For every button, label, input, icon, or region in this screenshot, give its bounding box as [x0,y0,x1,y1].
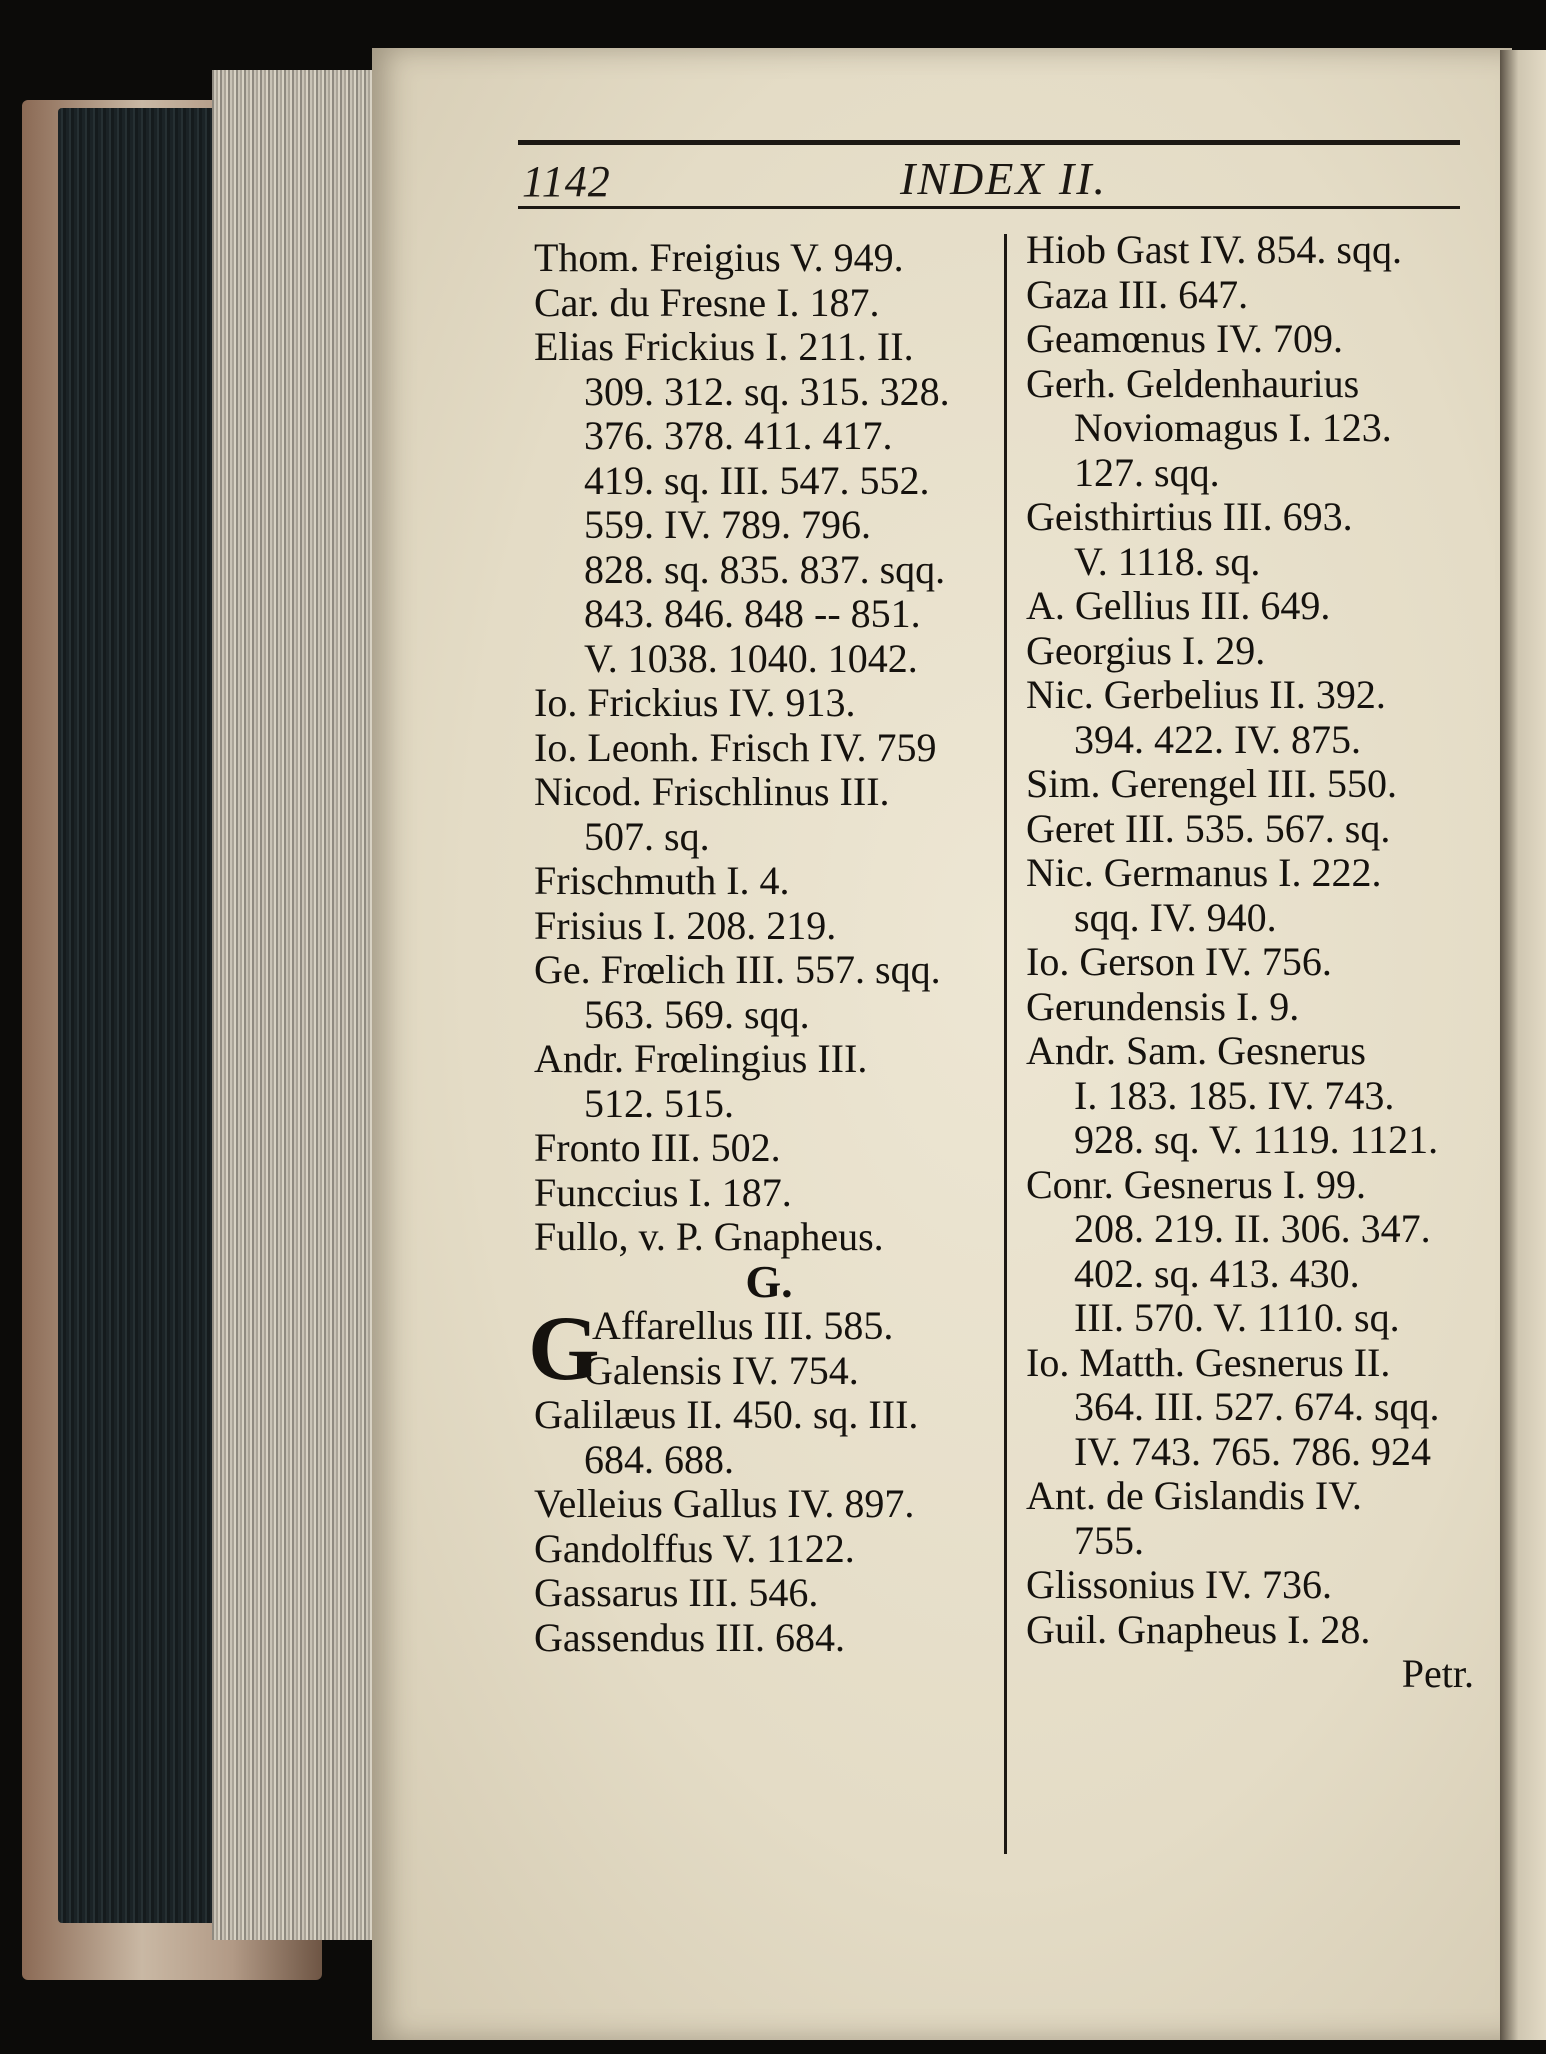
index-continuation: 928. sq. V. 1119. 1121. [1074,1117,1439,1162]
column-divider [1004,234,1007,1854]
index-entry: Elias Frickius I. 211. II. [534,324,914,369]
index-continuation: 843. 846. 848 -- 851. [584,591,921,636]
left-index-column [528,235,1004,1660]
index-entry: Ge. Frœlich III. 557. sqq. [534,947,941,992]
index-continuation: 394. 422. IV. 875. [1074,716,1362,762]
index-entry: Io. Frickius IV. 913. [534,680,856,725]
index-continuation: 402. sq. 413. 430. [1074,1250,1360,1296]
index-continuation: 684. 688. [584,1436,734,1482]
index-entry: Car. du Fresne I. 187. [534,279,880,325]
index-continuation: 364. III. 527. 674. sqq. [1074,1384,1440,1429]
index-continuation: 563. 569. sqq. [584,991,810,1037]
index-entry: Guil. Gnapheus I. 28. [1026,1606,1371,1652]
index-entry: Velleius Gallus IV. 897. [534,1481,915,1526]
index-entry: Io. Matth. Gesnerus II. [1026,1339,1391,1385]
index-entry: Georgius I. 29. [1026,627,1266,673]
index-entry: Glissonius IV. 736. [1026,1562,1332,1607]
index-entry: Geisthirtius III. 693. [1026,494,1353,539]
index-continuation: 419. sq. III. 547. 552. [584,457,930,503]
facing-page-edge [1500,50,1546,2040]
index-continuation: I. 183. 185. IV. 743. [1074,1072,1395,1118]
index-entry: Frischmuth I. 4. [534,858,790,903]
index-entry: Gerh. Geldenhaurius [1026,360,1360,406]
index-continuation: III. 570. V. 1110. sq. [1074,1295,1400,1340]
right-index-column [1026,228,1496,1697]
index-entry: Gandolffus V. 1122. [534,1525,855,1571]
index-continuation: 512. 515. [584,1080,734,1126]
index-continuation: 755. [1074,1517,1144,1563]
index-entry: Nic. Gerbelius II. 392. [1026,672,1386,717]
index-entry: Conr. Gesnerus I. 99. [1026,1161,1366,1207]
top-rule [518,140,1460,145]
header-rule [518,206,1460,209]
index-entry: Gassendus III. 684. [534,1614,846,1660]
catchword: Petr. [1401,1651,1474,1696]
index-entry: Gaza III. 647. [1026,271,1249,317]
index-entry: Galensis IV. 754. [584,1347,859,1393]
index-entry: Gassarus III. 546. [534,1570,819,1615]
index-entry: Gerundensis I. 9. [1026,983,1300,1029]
index-entry: Nicod. Frischlinus III. [534,769,890,814]
index-entry: A. Gellius III. 649. [1026,583,1331,628]
section-heading: G. [745,1255,793,1307]
index-continuation: Noviomagus I. 123. [1074,405,1392,450]
index-continuation: 127. sqq. [1074,449,1220,495]
index-entry: Fronto III. 502. [534,1125,781,1170]
index-continuation: 507. sq. [584,813,710,859]
page-number: 1142 [522,157,611,206]
page-title: INDEX II. [900,153,1108,204]
index-entry: Thom. Freigius V. 949. [534,235,904,280]
index-continuation: sqq. IV. 940. [1074,894,1277,940]
index-entry: Ant. de Gislandis IV. [1026,1473,1362,1518]
index-entry: Funccius I. 187. [534,1169,792,1215]
index-entry: Andr. Sam. Gesnerus [1026,1028,1366,1073]
index-continuation: 309. 312. sq. 315. 328. [584,368,950,414]
index-entry: Io. Leonh. Frisch IV. 759 [534,724,937,770]
index-entry: Affarellus III. 585. [592,1303,894,1348]
index-continuation: 208. 219. II. 306. 347. [1074,1206,1431,1251]
index-entry: Andr. Frœlingius III. [534,1036,868,1081]
index-entry: Sim. Gerengel III. 550. [1026,761,1398,806]
index-continuation: V. 1038. 1040. 1042. [584,635,918,681]
index-entry: Geamœnus IV. 709. [1026,316,1344,361]
dropcap-letter: G [528,1297,600,1399]
index-continuation: 559. IV. 789. 796. [584,502,872,547]
index-entry: Frisius I. 208. 219. [534,902,837,948]
index-entry: Io. Gerson IV. 756. [1026,939,1332,984]
index-continuation: 376. 378. 411. 417. [584,413,893,458]
index-entry: Galilæus II. 450. sq. III. [534,1392,919,1437]
index-entry: Nic. Germanus I. 222. [1026,850,1382,895]
index-entry: Hiob Gast IV. 854. sqq. [1026,227,1402,272]
index-continuation: IV. 743. 765. 786. 924 [1074,1428,1432,1474]
index-continuation: 828. sq. 835. 837. sqq. [584,546,946,592]
page-edges-dark [58,108,226,1923]
index-entry: Fullo, v. P. Gnapheus. [534,1214,884,1259]
index-continuation: V. 1118. sq. [1074,538,1261,584]
index-entry: Geret III. 535. 567. sq. [1026,805,1391,851]
